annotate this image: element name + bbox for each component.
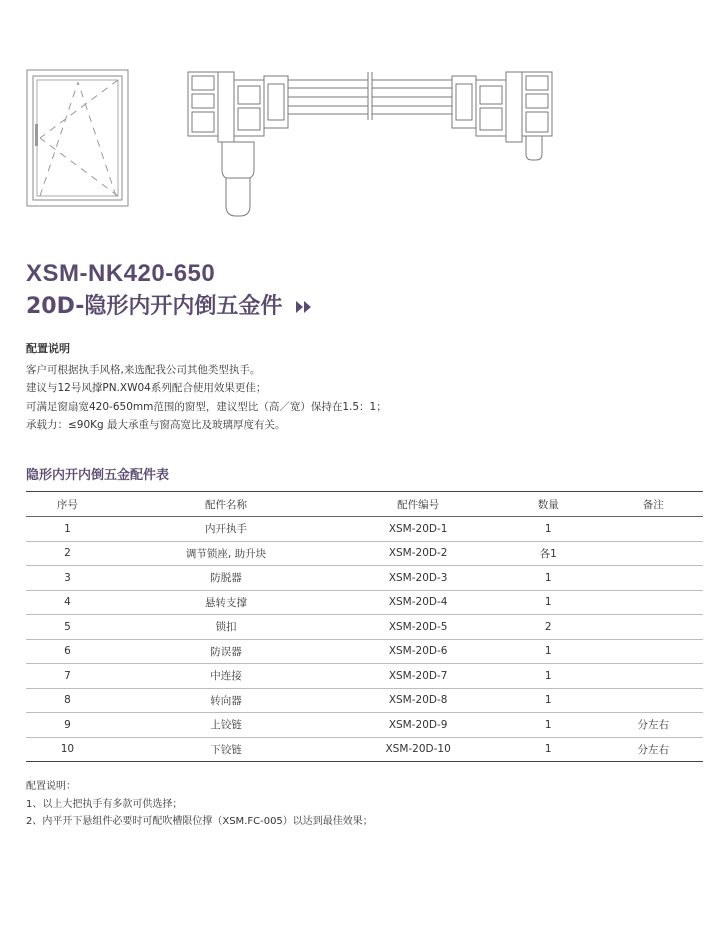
note-line: 2、内平开下悬组件必要时可配吹槽限位撑（XSM.FC-005）以达到最佳效果； [26, 816, 373, 827]
cell-remark: 分左右 [603, 737, 703, 762]
config-description [26, 340, 387, 435]
cell-part-name: 防误器 [109, 639, 343, 664]
cell-quantity: 1 [493, 517, 603, 542]
cell-remark [603, 639, 703, 664]
cell-remark [603, 517, 703, 542]
cell-part-name: 下铰链 [109, 737, 343, 762]
table-row [26, 541, 703, 566]
cell-part-name: 转向器 [109, 688, 343, 713]
cell-part-code: XSM-20D-6 [343, 639, 493, 664]
note-line: 1、以上大把执手有多款可供选择； [26, 798, 183, 810]
cell-part-code: XSM-20D-5 [343, 615, 493, 640]
cell-index: 5 [26, 615, 109, 640]
cell-remark [603, 664, 703, 689]
cell-quantity: 1 [493, 688, 603, 713]
cell-index: 6 [26, 639, 109, 664]
cell-part-code: XSM-20D-8 [343, 688, 493, 713]
cell-part-code: XSM-20D-3 [343, 566, 493, 591]
cell-part-code: XSM-20D-9 [343, 713, 493, 738]
subtitle-text: 20D-隐形内开内倒五金件 [26, 294, 283, 319]
product-illustration [0, 0, 710, 240]
table-row [26, 737, 703, 762]
config-line: 客户可根据执手风格,来选配我公司其他类型执手。 [26, 363, 261, 376]
cell-remark [603, 688, 703, 713]
cell-index: 8 [26, 688, 109, 713]
cell-part-name: 中连接 [109, 664, 343, 689]
table-header-row [26, 492, 703, 517]
config-line: 可满足窗扇宽420-650mm范围的窗型，建议型比（高／宽）保持在1.5：1； [26, 400, 387, 413]
cell-index: 9 [26, 713, 109, 738]
cell-remark [603, 615, 703, 640]
cell-part-code: XSM-20D-7 [343, 664, 493, 689]
table-row [26, 688, 703, 713]
config-line: 承载力：≤90Kg 最大承重与窗高宽比及玻璃厚度有关。 [26, 419, 286, 431]
table-title: 隐形内开内倒五金配件表 [26, 468, 170, 483]
cell-index: 10 [26, 737, 109, 762]
cell-remark [603, 541, 703, 566]
cell-part-code: XSM-20D-4 [343, 590, 493, 615]
title-block [26, 258, 312, 324]
config-line: 建议与12号风撑PN.XW04系列配合使用效果更佳； [26, 382, 267, 394]
config-heading: 配置说明 [26, 342, 70, 355]
cell-index: 4 [26, 590, 109, 615]
parts-table [26, 491, 703, 762]
notes-heading: 配置说明： [26, 781, 76, 792]
table-row [26, 713, 703, 738]
header-part-name: 配件名称 [109, 492, 343, 517]
window-elevation-drawing [27, 70, 128, 206]
cell-quantity: 1 [493, 590, 603, 615]
cell-quantity: 1 [493, 566, 603, 591]
header-index: 序号 [26, 492, 109, 517]
cell-index: 1 [26, 517, 109, 542]
cell-part-code: XSM-20D-10 [343, 737, 493, 762]
cell-index: 3 [26, 566, 109, 591]
table-row [26, 517, 703, 542]
cell-index: 7 [26, 664, 109, 689]
cell-quantity: 1 [493, 664, 603, 689]
table-row [26, 664, 703, 689]
cell-part-name: 悬转支撑 [109, 590, 343, 615]
cell-quantity: 各1 [493, 541, 603, 566]
cell-remark [603, 590, 703, 615]
model-number: XSM-NK420-650 [26, 260, 216, 287]
cell-part-name: 锁扣 [109, 615, 343, 640]
cell-quantity: 1 [493, 737, 603, 762]
cell-quantity: 1 [493, 639, 603, 664]
header-remark: 备注 [603, 492, 703, 517]
double-chevron-right-icon [296, 300, 312, 314]
frame-section-drawing [188, 72, 552, 216]
table-row [26, 590, 703, 615]
cell-part-name: 上铰链 [109, 713, 343, 738]
header-part-code: 配件编号 [343, 492, 493, 517]
cell-part-name: 防脱器 [109, 566, 343, 591]
header-quantity: 数量 [493, 492, 603, 517]
table-row [26, 615, 703, 640]
cell-quantity: 2 [493, 615, 603, 640]
cell-quantity: 1 [493, 713, 603, 738]
cell-part-name: 调节锁座, 助升块 [109, 541, 343, 566]
cell-part-name: 内开执手 [109, 517, 343, 542]
cell-part-code: XSM-20D-2 [343, 541, 493, 566]
cell-index: 2 [26, 541, 109, 566]
footnotes [26, 778, 373, 831]
cell-remark: 分左右 [603, 713, 703, 738]
product-subtitle [26, 290, 312, 324]
cell-remark [603, 566, 703, 591]
table-row [26, 566, 703, 591]
table-row [26, 639, 703, 664]
cell-part-code: XSM-20D-1 [343, 517, 493, 542]
